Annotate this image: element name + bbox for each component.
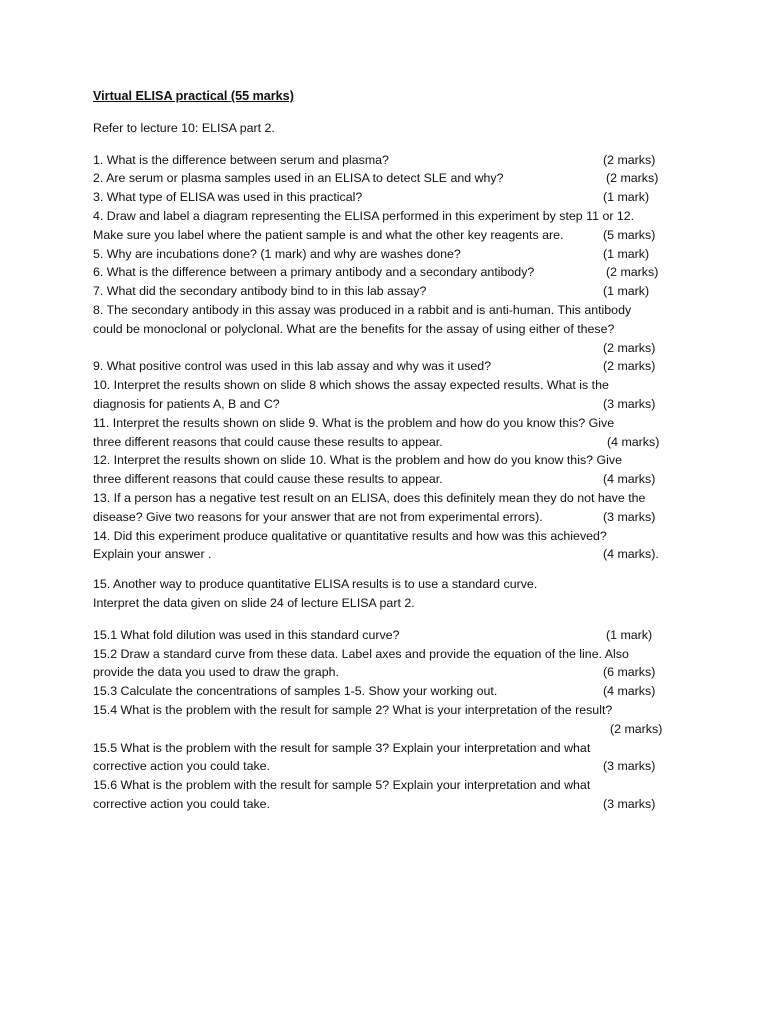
question-line	[93, 207, 673, 226]
question-text: 2. Are serum or plasma samples used in an ELISA to detect SLE and why?	[93, 171, 504, 186]
marks-label: (1 mark)	[603, 246, 650, 261]
questions-block-3	[93, 626, 673, 814]
question-text: 10. Interpret the results shown on slide 8 which shows the assay expected results. What is the	[93, 378, 609, 393]
question-text: three different reasons that could cause these results to appear.	[93, 472, 443, 487]
question-text: 8. The secondary antibody in this assay was produced in a rabbit and is anti-human. This antibody	[93, 302, 632, 317]
question-line	[93, 701, 673, 720]
question-text: 6. What is the difference between a primary antibody and a secondary antibody?	[93, 265, 535, 280]
question-text: 15.4 What is the problem with the result for sample 2? What is your interpretation of the result?	[93, 702, 613, 717]
marks-label: (4 marks)	[603, 684, 656, 699]
question-text: 15.3 Calculate the concentrations of samples 1-5. Show your working out.	[93, 684, 498, 699]
question-text: 9. What positive control was used in this lab assay and why was it used?	[93, 359, 492, 374]
question-text: 14. Did this experiment produce qualitative or quantitative results and how was this achieved?	[93, 528, 607, 543]
question-text: Explain your answer .	[93, 547, 212, 562]
question-line	[93, 527, 673, 546]
question-line	[93, 414, 673, 433]
question-line	[93, 151, 673, 170]
question-text: corrective action you could take.	[93, 796, 271, 811]
question-line	[93, 357, 673, 376]
question-line	[93, 433, 673, 452]
question-line	[93, 489, 673, 508]
question-line	[93, 720, 673, 739]
marks-label: (2 marks)	[610, 721, 663, 736]
question-text: Make sure you label where the patient sample is and what the other key reagents are.	[93, 227, 564, 242]
question-text: 4. Draw and label a diagram representing the ELISA performed in this experiment by step 11 or 12.	[93, 208, 635, 223]
question-text: 15. Another way to produce quantitative ELISA results is to use a standard curve.	[93, 577, 538, 592]
questions-block-1	[93, 151, 673, 565]
question-text: 11. Interpret the results shown on slide 9. What is the problem and how do you know this? Give	[93, 415, 615, 430]
question-line	[93, 663, 673, 682]
marks-label: (2 marks)	[603, 152, 656, 167]
question-text: 12. Interpret the results shown on slide 10. What is the problem and how do you know this? Give	[93, 453, 622, 468]
question-line	[93, 301, 673, 320]
document-title: Virtual ELISA practical (55 marks)	[93, 89, 294, 103]
question-line	[93, 545, 673, 564]
question-text: diagnosis for patients A, B and C?	[93, 396, 280, 411]
question-text: 3. What type of ELISA was used in this practical?	[93, 190, 363, 205]
marks-label: (1 mark)	[603, 284, 650, 299]
question-line	[93, 376, 673, 395]
question-text: Interpret the data given on slide 24 of lecture ELISA part 2.	[93, 595, 415, 610]
question-text: 1. What is the difference between serum and plasma?	[93, 152, 389, 167]
question-text: 15.2 Draw a standard curve from these data. Label axes and provide the equation of the line. Also	[93, 646, 629, 661]
document-body	[93, 87, 673, 814]
question-text: 15.1 What fold dilution was used in this standard curve?	[93, 627, 400, 642]
question-line	[93, 682, 673, 701]
marks-label: (3 marks)	[603, 759, 656, 774]
question-line	[93, 508, 673, 527]
intro-text: Refer to lecture 10: ELISA part 2.	[93, 120, 275, 135]
question-line	[93, 470, 673, 489]
marks-label: (4 marks)	[603, 472, 656, 487]
marks-label: (5 marks)	[603, 227, 656, 242]
question-line	[93, 395, 673, 414]
marks-label: (1 mark)	[606, 627, 653, 642]
question-line	[93, 226, 673, 245]
question-line	[93, 245, 673, 264]
question-line	[93, 594, 673, 613]
marks-label: (4 marks).	[603, 547, 659, 562]
marks-label: (1 mark)	[603, 190, 650, 205]
marks-label: (2 marks)	[603, 340, 656, 355]
question-line	[93, 645, 673, 664]
question-text: 15.6 What is the problem with the result for sample 5? Explain your interpretation and what	[93, 778, 591, 793]
marks-label: (2 marks)	[606, 265, 659, 280]
question-text: disease? Give two reasons for your answer that are not from experimental errors).	[93, 509, 543, 524]
marks-label: (3 marks)	[603, 509, 656, 524]
question-line	[93, 339, 673, 358]
question-line	[93, 739, 673, 758]
question-line	[93, 757, 673, 776]
question-text: 5. Why are incubations done? (1 mark) and why are washes done?	[93, 246, 461, 261]
marks-label: (6 marks)	[603, 665, 656, 680]
question-line	[93, 451, 673, 470]
question-text: 15.5 What is the problem with the result for sample 3? Explain your interpretation and what	[93, 740, 591, 755]
marks-label: (3 marks)	[603, 396, 656, 411]
question-text: three different reasons that could cause these results to appear.	[93, 434, 443, 449]
marks-label: (2 marks)	[603, 359, 656, 374]
question-text: corrective action you could take.	[93, 759, 271, 774]
question-text: 7. What did the secondary antibody bind to in this lab assay?	[93, 284, 427, 299]
questions-block-2	[93, 575, 673, 613]
question-line	[93, 263, 673, 282]
question-line	[93, 320, 673, 339]
question-text: provide the data you used to draw the graph.	[93, 665, 339, 680]
question-text: 13. If a person has a negative test result on an ELISA, does this definitely mean they do not have the	[93, 490, 646, 505]
marks-label: (4 marks)	[607, 434, 660, 449]
question-line	[93, 575, 673, 594]
question-line	[93, 776, 673, 795]
question-line	[93, 795, 673, 814]
question-line	[93, 188, 673, 207]
question-line	[93, 169, 673, 188]
question-line	[93, 626, 673, 645]
marks-label: (2 marks)	[606, 171, 659, 186]
marks-label: (3 marks)	[603, 796, 656, 811]
question-text: could be monoclonal or polyclonal. What are the benefits for the assay of using either of these?	[93, 321, 615, 336]
question-line	[93, 282, 673, 301]
